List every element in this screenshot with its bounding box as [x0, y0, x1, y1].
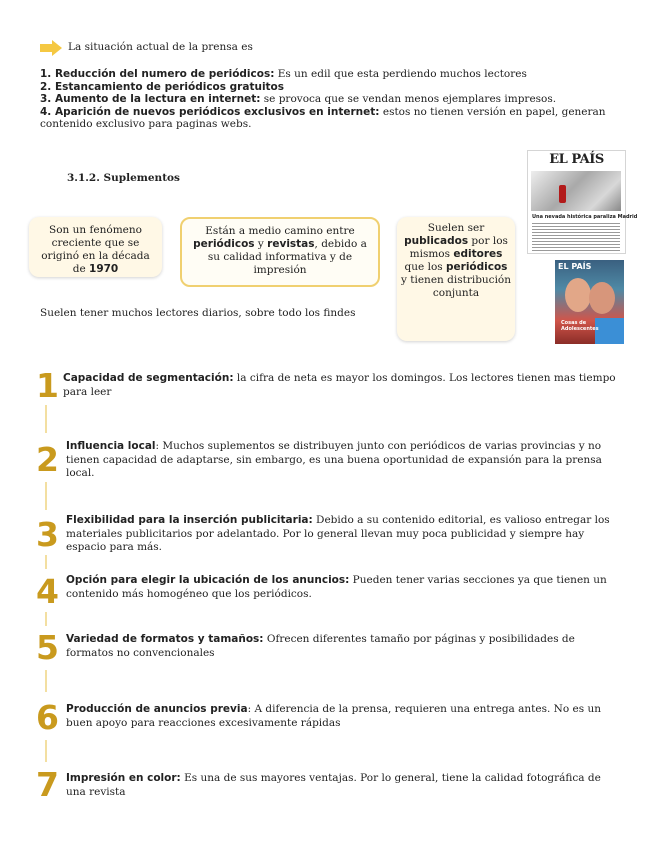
newspaper-columns [532, 223, 620, 251]
feature-number: 1 [36, 366, 59, 405]
list-item: 4. Aparición de nuevos periódicos exclusivos en internet: estos no tienen versión en papel, generan contenido exclusivo para paginas webs. [40, 105, 606, 131]
feature-number: 6 [36, 698, 59, 737]
connector-line [45, 555, 47, 569]
feature-number: 3 [36, 515, 59, 554]
list-item: 1. Reducción del numero de periódicos: Es un edil que esta perdiendo muchos lectores [40, 68, 527, 80]
feature-number: 7 [36, 765, 59, 804]
magazine-image [555, 260, 624, 344]
magazine-caption: Cosas de Adolescentes [561, 320, 599, 332]
connector-line [45, 612, 47, 626]
connector-line [45, 740, 47, 762]
feature-item: Opción para elegir la ubicación de los anuncios: Pueden tener varias secciones ya que tienen un contenido más homogéneo que los periódicos. [66, 574, 607, 600]
feature-item: Impresión en color: Es una de sus mayores ventajas. Por lo general, tiene la calidad fotográfica de una revista [66, 772, 601, 798]
newspaper-photo [531, 171, 621, 211]
info-card-origin: Son un fenómeno creciente que se originó en la década de 1970 [29, 217, 162, 277]
list-item: 2. Estancamiento de periódicos gratuitos [40, 80, 285, 93]
section-heading: 3.1.2. Suplementos [67, 172, 180, 184]
info-card-publishers: Suelen ser publicados por los mismos editores que los periódicos y tienen distribución conjunta [397, 217, 515, 341]
newspaper-headline: Una nevada histórica paraliza Madrid [532, 214, 638, 220]
feature-number: 5 [36, 628, 59, 667]
connector-line [45, 482, 47, 510]
feature-number: 2 [36, 440, 59, 479]
connector-line [45, 670, 47, 692]
arrow-right-icon [40, 40, 62, 56]
magazine-masthead: EL PAÍS [558, 262, 592, 271]
list-item: 3. Aumento de la lectura en internet: se provoca que se vendan menos ejemplares impresos. [40, 93, 557, 106]
situation-list [40, 68, 630, 131]
feature-number: 4 [36, 572, 59, 611]
feature-item: Flexibilidad para la inserción publicitaria: Debido a su contenido editorial, es valioso entregar los materiales publicitarios por adelantado. Por lo general llevan muy poca publicidad y siempre hay espacio para más. [66, 514, 610, 553]
feature-item: Producción de anuncios previa: A diferencia de la prensa, requieren una entrega antes. No es un buen apoyo para reacciones excesivamente rápidas [66, 703, 601, 729]
newspaper-image [527, 150, 638, 254]
newspaper-masthead: EL PAÍS [549, 152, 604, 167]
feature-item: Capacidad de segmentación: la cifra de neta es mayor los domingos. Los lectores tienen mas tiempo para leer [63, 372, 616, 398]
readers-text: Suelen tener muchos lectores diarios, sobre todo los findes [40, 307, 356, 319]
feature-item: Variedad de formatos y tamaños: Ofrecen diferentes tamaño por páginas y posibilidades de formatos no convencionales [66, 633, 575, 659]
info-card-nature: Están a medio camino entre periódicos y revistas, debido a su calidad informativa y de impresión [180, 217, 380, 287]
connector-line [45, 405, 47, 433]
feature-item: Influencia local: Muchos suplementos se distribuyen junto con periódicos de varias provincias y no tienen capacidad de adaptarse, sin embargo, es una buena oportunidad de expansión para la prensa local. [66, 440, 602, 479]
intro-text: La situación actual de la prensa es [68, 41, 253, 53]
